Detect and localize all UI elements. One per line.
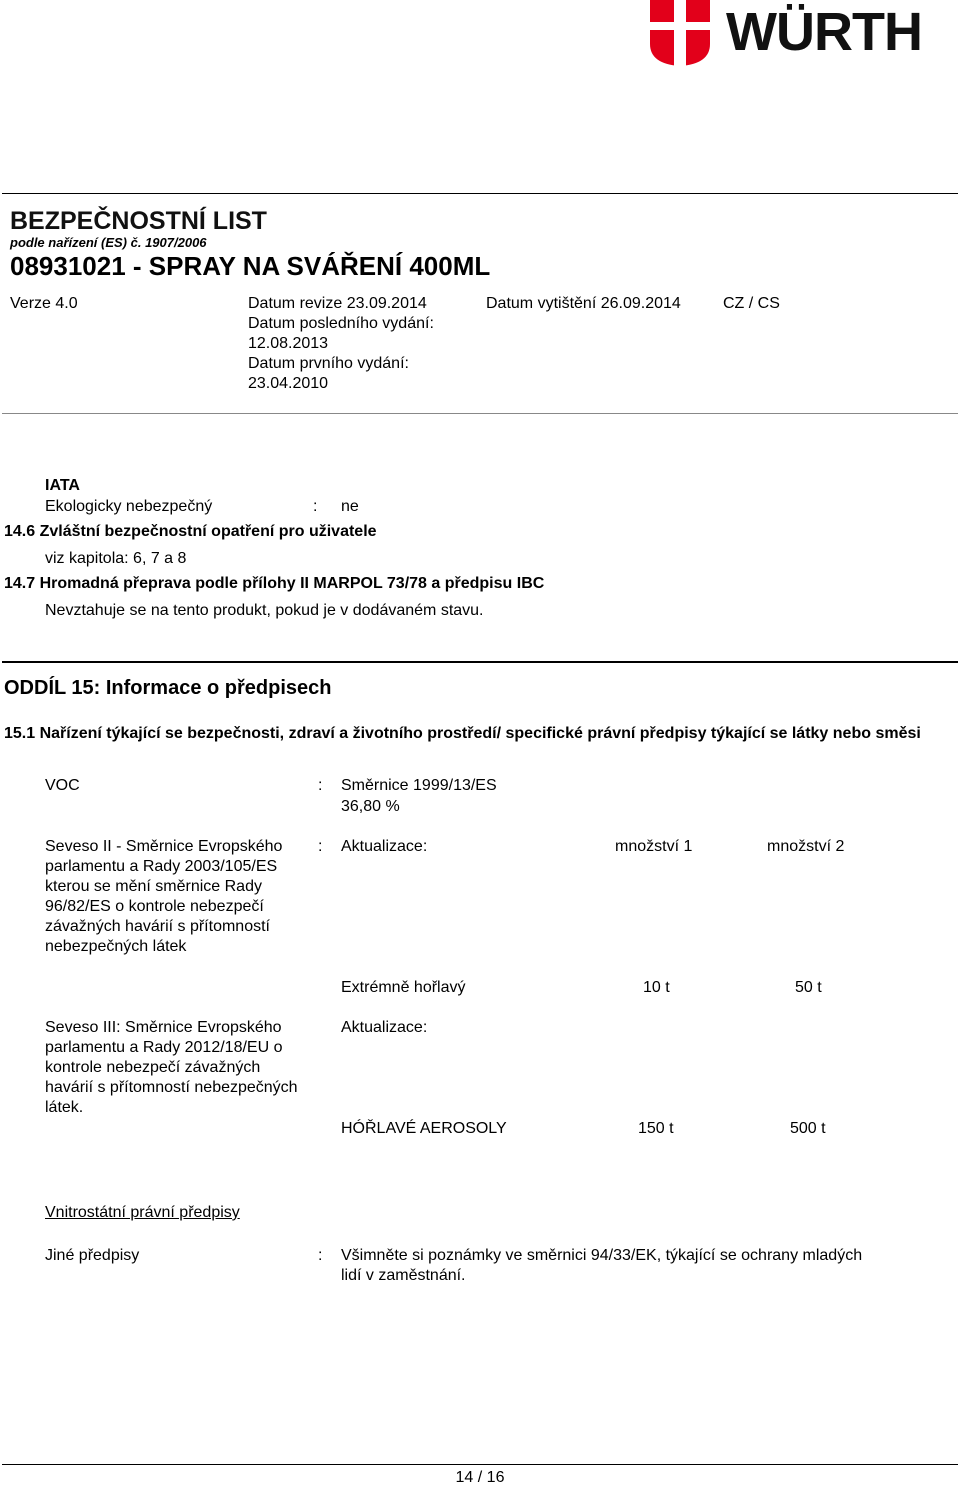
print-date: Datum vytištění 26.09.2014 (486, 295, 681, 312)
seveso-iii-quantity-1: 150 t (638, 1120, 674, 1137)
footer-rule (2, 1464, 958, 1465)
seveso-ii-quantity-1: 10 t (643, 979, 670, 996)
last-issue-label: Datum posledního vydání: (248, 315, 434, 332)
seveso-ii-quantity-2: 50 t (795, 979, 822, 996)
seveso-iii-update-label: Aktualizace: (341, 1019, 428, 1036)
section-14-7-heading: 14.7 Hromadná přeprava podle přílohy II MARPOL 73/78 a předpisu IBC (4, 575, 545, 592)
other-regulations-separator: : (318, 1247, 323, 1264)
seveso-iii-category: HÓŘLAVÉ AEROSOLY (341, 1120, 507, 1137)
eco-hazard-label: Ekologicky nebezpečný (45, 498, 213, 515)
section-15-1-heading: 15.1 Nařízení týkající se bezpečnosti, zdraví a životního prostředí/ specifické právní předpisy týkající se látky nebo směsi (4, 725, 921, 742)
seveso-ii-category: Extrémně hořlavý (341, 979, 466, 996)
section-14-6-text: viz kapitola: 6, 7 a 8 (45, 550, 187, 567)
brand-name: WÜRTH (726, 2, 922, 62)
seveso-iii-quantity-2: 500 t (790, 1120, 826, 1137)
page-number: 14 / 16 (455, 1469, 505, 1486)
version: Verze 4.0 (10, 295, 78, 312)
document-subtitle: podle nařízení (ES) č. 1907/2006 (10, 235, 207, 250)
other-regulations-text: Všimněte si poznámky ve směrnici 94/33/EK, týkající se ochrany mladých lidí v zaměstnání. (341, 1247, 863, 1284)
revision-date: Datum revize 23.09.2014 (248, 295, 427, 312)
voc-label: VOC (45, 777, 80, 794)
first-issue-date: 23.04.2010 (248, 375, 329, 392)
eco-hazard-value: ne (341, 498, 359, 515)
wurth-logo (648, 0, 960, 68)
voc-separator: : (318, 777, 323, 794)
locale: CZ / CS (723, 295, 780, 312)
product-name: 08931021 - SPRAY NA SVÁŘENÍ 400ML (10, 251, 491, 281)
first-issue-label: Datum prvního vydání: (248, 355, 409, 372)
document-title: BEZPEČNOSTNÍ LIST (10, 207, 267, 235)
seveso-ii-label: Seveso II - Směrnice Evropského parlamentu a Rady 2003/105/ES kterou se mění směrnice Rady 96/82/ES o kontrole nebezpečí závažných havárií s přítomností nebezpečných látek (45, 838, 283, 955)
voc-directive: Směrnice 1999/13/ES (341, 777, 497, 794)
voc-percent: 36,80 % (341, 798, 400, 815)
header-top-rule (2, 193, 958, 194)
section-15-title: ODDÍL 15: Informace o předpisech (4, 677, 332, 699)
section-14-7-text: Nevztahuje se na tento produkt, pokud je v dodávaném stavu. (45, 602, 484, 619)
section-15-rule (2, 661, 958, 663)
quantity-2-header: množství 2 (767, 838, 845, 855)
seveso-ii-separator: : (318, 838, 323, 855)
header-bottom-rule (2, 413, 958, 414)
other-regulations-label: Jiné předpisy (45, 1247, 140, 1264)
seveso-ii-update-label: Aktualizace: (341, 838, 428, 855)
iata-label: IATA (45, 477, 80, 494)
last-issue-date: 12.08.2013 (248, 335, 329, 352)
quantity-1-header: množství 1 (615, 838, 693, 855)
section-14-6-heading: 14.6 Zvláštní bezpečnostní opatření pro uživatele (4, 523, 377, 540)
national-regulations-heading: Vnitrostátní právní předpisy (45, 1204, 240, 1221)
eco-hazard-separator: : (313, 498, 318, 515)
wurth-logo-mark (648, 0, 720, 68)
seveso-iii-label: Seveso III: Směrnice Evropského parlamentu a Rady 2012/18/EU o kontrole nebezpečí závažných havárií s přítomností nebezpečných látek. (45, 1019, 298, 1116)
